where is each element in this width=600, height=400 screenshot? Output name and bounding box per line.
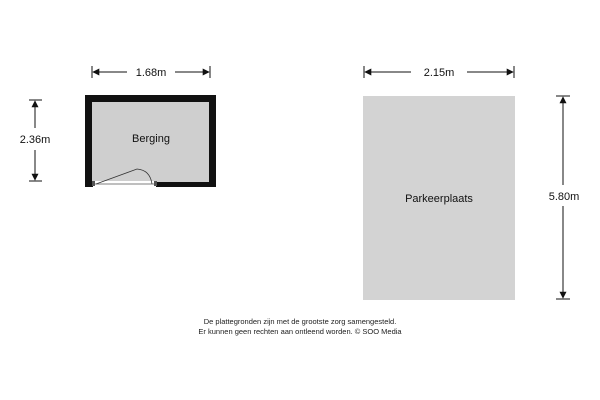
parkeerplaats-depth-label: 5.80m (548, 191, 580, 203)
parkeerplaats-width-dimension (364, 66, 514, 79)
berging-width-label: 1.68m (135, 67, 167, 79)
disclaimer-line-2: Er kunnen geen rechten aan ontleend worden. © SOO Media (198, 327, 402, 336)
berging-depth-label: 2.36m (19, 134, 51, 146)
parkeerplaats-width-label: 2.15m (423, 67, 455, 79)
berging-depth-dimension (20, 100, 51, 181)
parkeerplaats-label: Parkeerplaats (405, 193, 473, 205)
berging-label: Berging (132, 133, 170, 145)
parkeerplaats-area (363, 96, 515, 300)
disclaimer-line-1: De plattegronden zijn met de grootste zorg samengesteld. (203, 317, 397, 326)
berging-width-dimension (92, 66, 210, 79)
parkeerplaats-depth-dimension (549, 96, 580, 299)
berging-room (85, 95, 216, 187)
